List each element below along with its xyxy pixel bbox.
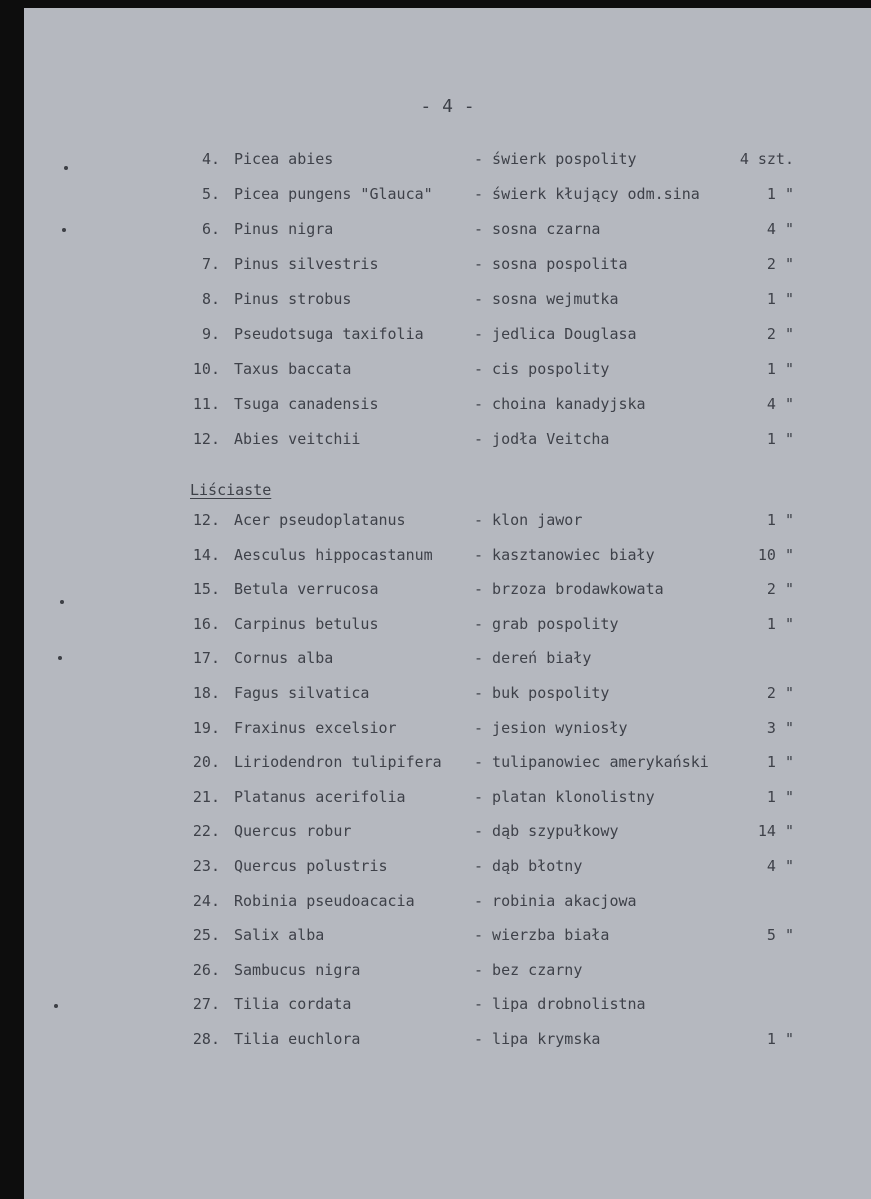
row-number: 28. bbox=[192, 1030, 220, 1048]
latin-name: Carpinus betulus bbox=[234, 614, 379, 633]
species-row bbox=[24, 1030, 871, 1054]
latin-name: Liriodendron tulipifera bbox=[234, 753, 442, 772]
quantity: 1 " bbox=[766, 787, 794, 806]
polish-name: - robinia akacjowa bbox=[474, 891, 637, 910]
polish-name: - bez czarny bbox=[474, 960, 583, 979]
row-number: 9. bbox=[201, 325, 220, 343]
species-row bbox=[24, 649, 871, 673]
species-row bbox=[24, 150, 871, 174]
row-number: 18. bbox=[192, 684, 220, 702]
quantity: 10 " bbox=[757, 545, 794, 564]
latin-name: Pinus strobus bbox=[234, 290, 352, 308]
polish-name: - tulipanowiec amerykański bbox=[474, 753, 709, 772]
latin-name: Acer pseudoplatanus bbox=[234, 511, 406, 529]
margin-mark bbox=[62, 228, 66, 232]
species-row bbox=[24, 857, 871, 881]
species-row bbox=[24, 360, 871, 384]
quantity: 1 " bbox=[766, 430, 794, 448]
row-number: 24. bbox=[192, 891, 220, 910]
polish-name: - lipa drobnolistna bbox=[474, 995, 646, 1014]
quantity: 2 " bbox=[766, 684, 794, 702]
row-number: 10. bbox=[192, 360, 220, 378]
row-number: 16. bbox=[192, 614, 220, 633]
polish-name: - wierzba biała bbox=[474, 926, 610, 945]
polish-name: - klon jawor bbox=[474, 511, 583, 529]
row-number: 27. bbox=[192, 995, 220, 1014]
species-row bbox=[24, 788, 871, 812]
polish-name: - kasztanowiec biały bbox=[474, 545, 655, 564]
polish-name: - choina kanadyjska bbox=[474, 395, 646, 413]
quantity: 3 " bbox=[766, 718, 794, 737]
margin-mark bbox=[54, 1004, 58, 1008]
polish-name: - cis pospolity bbox=[474, 360, 610, 378]
latin-name: Pinus silvestris bbox=[234, 255, 379, 273]
quantity: 4 " bbox=[766, 220, 794, 238]
quantity: 1 " bbox=[766, 511, 794, 529]
latin-name: Tsuga canadensis bbox=[234, 395, 379, 413]
polish-name: - jodła Veitcha bbox=[474, 430, 610, 448]
latin-name: Tilia euchlora bbox=[234, 1030, 361, 1048]
species-row bbox=[24, 430, 871, 454]
polish-name: - jesion wyniosły bbox=[474, 718, 628, 737]
quantity: 1 " bbox=[766, 1030, 794, 1048]
latin-name: Picea pungens "Glauca" bbox=[234, 185, 433, 203]
species-row bbox=[24, 961, 871, 985]
latin-name: Abies veitchii bbox=[234, 430, 361, 448]
row-number: 8. bbox=[201, 290, 220, 308]
species-row bbox=[24, 822, 871, 846]
latin-name: Robinia pseudoacacia bbox=[234, 891, 415, 910]
latin-name: Pseudotsuga taxifolia bbox=[234, 325, 424, 343]
margin-mark bbox=[64, 166, 68, 170]
species-row bbox=[24, 753, 871, 777]
row-number: 11. bbox=[192, 395, 220, 413]
polish-name: - sosna czarna bbox=[474, 220, 601, 238]
species-row bbox=[24, 255, 871, 279]
species-row bbox=[24, 719, 871, 743]
quantity: 1 " bbox=[766, 290, 794, 308]
species-row bbox=[24, 220, 871, 244]
latin-name: Fraxinus excelsior bbox=[234, 718, 397, 737]
latin-name: Betula verrucosa bbox=[234, 580, 379, 599]
polish-name: - dąb błotny bbox=[474, 857, 583, 875]
species-row bbox=[24, 926, 871, 950]
quantity: 2 " bbox=[766, 325, 794, 343]
quantity: 2 " bbox=[766, 580, 794, 599]
margin-mark bbox=[60, 600, 64, 604]
row-number: 15. bbox=[192, 580, 220, 599]
species-row bbox=[24, 995, 871, 1019]
polish-name: - dąb szypułkowy bbox=[474, 822, 619, 841]
row-number: 26. bbox=[192, 960, 220, 979]
row-number: 17. bbox=[192, 649, 220, 668]
latin-name: Cornus alba bbox=[234, 649, 334, 668]
species-row bbox=[24, 892, 871, 916]
species-row bbox=[24, 615, 871, 639]
quantity: 4 szt. bbox=[739, 150, 794, 168]
species-row bbox=[24, 511, 871, 535]
row-number: 6. bbox=[201, 220, 220, 238]
quantity: 2 " bbox=[766, 255, 794, 273]
polish-name: - świerk kłujący odm.sina bbox=[474, 185, 700, 203]
species-row bbox=[24, 290, 871, 314]
polish-name: - lipa krymska bbox=[474, 1030, 601, 1048]
polish-name: - platan klonolistny bbox=[474, 787, 655, 806]
row-number: 25. bbox=[192, 926, 220, 945]
latin-name: Taxus baccata bbox=[234, 360, 352, 378]
quantity: 4 " bbox=[766, 857, 794, 875]
latin-name: Salix alba bbox=[234, 926, 325, 945]
row-number: 23. bbox=[192, 857, 220, 875]
row-number: 21. bbox=[192, 787, 220, 806]
quantity: 1 " bbox=[766, 753, 794, 772]
row-number: 14. bbox=[192, 545, 220, 564]
latin-name: Sambucus nigra bbox=[234, 960, 361, 979]
species-row bbox=[24, 395, 871, 419]
row-number: 4. bbox=[201, 150, 220, 168]
quantity: 1 " bbox=[766, 360, 794, 378]
latin-name: Aesculus hippocastanum bbox=[234, 545, 433, 564]
polish-name: - sosna pospolita bbox=[474, 255, 628, 273]
row-number: 12. bbox=[192, 430, 220, 448]
species-row bbox=[24, 684, 871, 708]
row-number: 5. bbox=[201, 185, 220, 203]
latin-name: Quercus polustris bbox=[234, 857, 388, 875]
latin-name: Picea abies bbox=[234, 150, 334, 168]
species-row bbox=[24, 546, 871, 570]
row-number: 19. bbox=[192, 718, 220, 737]
species-row bbox=[24, 325, 871, 349]
quantity: 1 " bbox=[766, 185, 794, 203]
polish-name: - grab pospolity bbox=[474, 614, 619, 633]
latin-name: Platanus acerifolia bbox=[234, 787, 406, 806]
row-number: 20. bbox=[192, 753, 220, 772]
polish-name: - jedlica Douglasa bbox=[474, 325, 637, 343]
quantity: 14 " bbox=[757, 822, 794, 841]
document-page bbox=[24, 8, 871, 1199]
species-row bbox=[24, 580, 871, 604]
polish-name: - świerk pospolity bbox=[474, 150, 637, 168]
margin-mark bbox=[58, 656, 62, 660]
latin-name: Pinus nigra bbox=[234, 220, 334, 238]
polish-name: - brzoza brodawkowata bbox=[474, 580, 664, 599]
species-row bbox=[24, 185, 871, 209]
polish-name: - dereń biały bbox=[474, 649, 592, 668]
row-number: 22. bbox=[192, 822, 220, 841]
quantity: 4 " bbox=[766, 395, 794, 413]
row-number: 12. bbox=[192, 511, 220, 529]
page-number: - 4 - bbox=[420, 96, 475, 117]
section-heading-deciduous: Liściaste bbox=[190, 481, 272, 499]
quantity: 5 " bbox=[766, 926, 794, 945]
row-number: 7. bbox=[201, 255, 220, 273]
latin-name: Tilia cordata bbox=[234, 995, 352, 1014]
latin-name: Fagus silvatica bbox=[234, 684, 370, 702]
quantity: 1 " bbox=[766, 614, 794, 633]
latin-name: Quercus robur bbox=[234, 822, 352, 841]
polish-name: - buk pospolity bbox=[474, 684, 610, 702]
polish-name: - sosna wejmutka bbox=[474, 290, 619, 308]
